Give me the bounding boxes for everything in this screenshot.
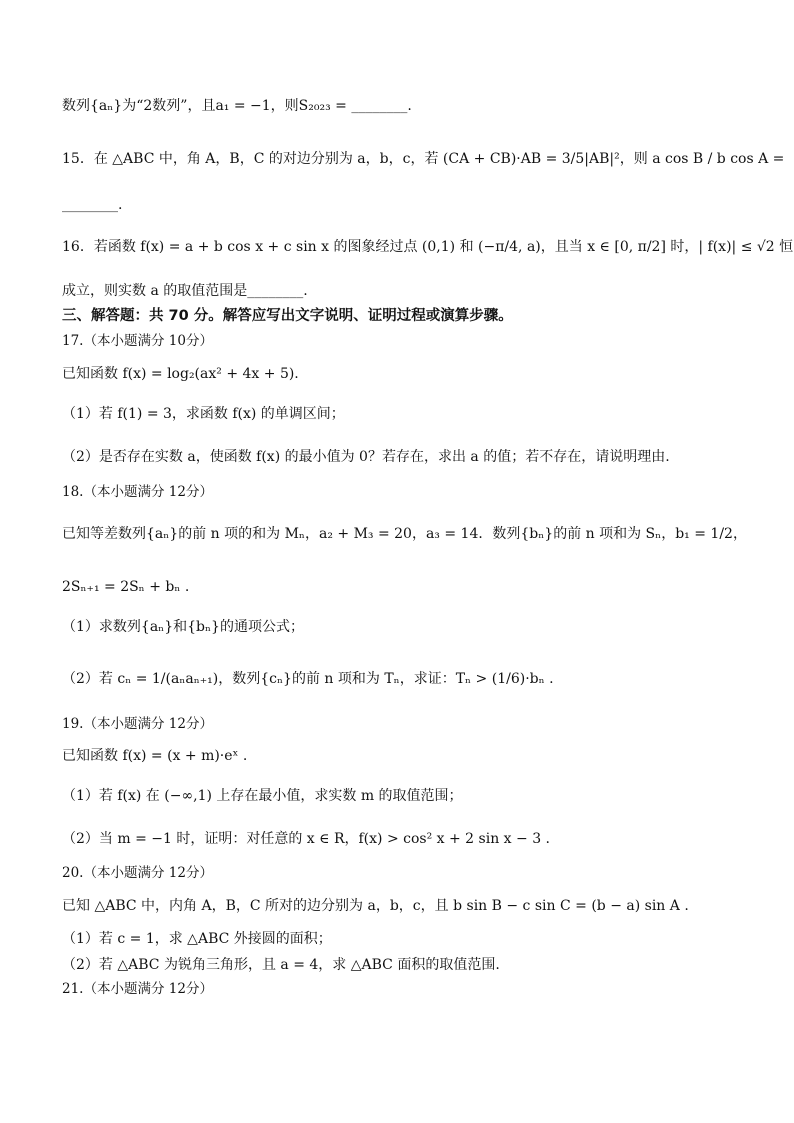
problem-17-stem: 已知函数 f(x) = log₂(ax² + 4x + 5).	[62, 366, 299, 382]
problem-19-part1: （1）若 f(x) 在 (−∞,1) 上存在最小值，求实数 m 的取值范围；	[62, 788, 463, 804]
problem-18-part1: （1）求数列{aₙ}和{bₙ}的通项公式；	[62, 619, 304, 635]
answer-blank-15: ________.	[62, 197, 123, 213]
problem-17-part2: （2）是否存在实数 a，使函数 f(x) 的最小值为 0？若存在，求出 a 的值；若不存在，请说明理由.	[62, 449, 670, 465]
problem-19-part2: （2）当 m = −1 时，证明：对任意的 x ∈ R，f(x) > cos² x + 2 sin x − 3 .	[62, 831, 550, 847]
problem-20-part1: （1）若 c = 1，求 △ABC 外接圆的面积；	[62, 931, 332, 947]
problem-17-part1: （1）若 f(1) = 3，求函数 f(x) 的单调区间；	[62, 406, 345, 422]
text-line-q14-tail: 数列{aₙ}为“2数列”，且a₁ = −1，则S₂₀₂₃ = ________.	[62, 98, 412, 114]
problem-18-header: 18.（本小题满分 12分）	[62, 484, 213, 500]
problem-20-stem: 已知 △ABC 中，内角 A，B，C 所对的边分别为 a，b，c，且 b sin B − c sin C = (b − a) sin A .	[62, 898, 689, 914]
problem-19-header: 19.（本小题满分 12分）	[62, 716, 213, 732]
problem-20-header: 20.（本小题满分 12分）	[62, 865, 213, 881]
problem-17-header: 17.（本小题满分 10分）	[62, 333, 213, 349]
section-heading: 三、解答题：共 70 分。解答应写出文字说明、证明过程或演算步骤。	[62, 308, 513, 324]
problem-18-part2: （2）若 cₙ = 1/(aₙaₙ₊₁)，数列{cₙ}的前 n 项和为 Tₙ，求证：Tₙ > (1/6)·bₙ .	[62, 671, 554, 687]
problem-18-stem-cont: 2Sₙ₊₁ = 2Sₙ + bₙ .	[62, 579, 190, 595]
problem-21-header: 21.（本小题满分 12分）	[62, 981, 213, 997]
question-16: 16．若函数 f(x) = a + b cos x + c sin x 的图象经过点 (0,1) 和 (−π/4, a)，且当 x ∈ [0, π/2] 时，| f(x)| ≤ √2 恒	[62, 239, 794, 255]
problem-18-stem: 已知等差数列{aₙ}的前 n 项的和为 Mₙ，a₂ + M₃ = 20，a₃ = 14．数列{bₙ}的前 n 项和为 Sₙ，b₁ = 1/2，	[62, 526, 747, 542]
problem-19-stem: 已知函数 f(x) = (x + m)·eˣ .	[62, 748, 248, 764]
question-16-cont: 成立，则实数 a 的取值范围是________.	[62, 283, 308, 299]
problem-20-part2: （2）若 △ABC 为锐角三角形，且 a = 4，求 △ABC 面积的取值范围.	[62, 957, 500, 973]
question-15: 15．在 △ABC 中，角 A，B，C 的对边分别为 a，b，c，若 (CA + CB)·AB = 3/5|AB|²，则 a cos B / b cos A =	[62, 151, 785, 167]
